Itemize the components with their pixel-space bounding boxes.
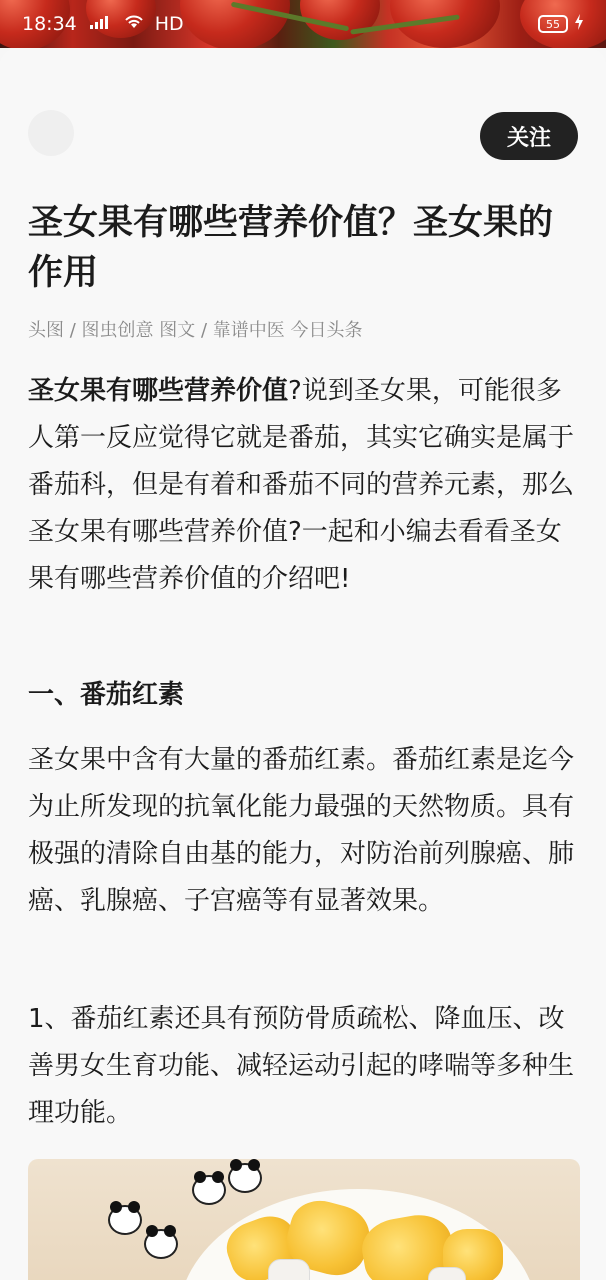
article-source: 头图 / 图虫创意 图文 / 靠谱中医 今日头条	[28, 320, 363, 341]
network-label: HD	[154, 13, 184, 35]
charging-icon	[574, 13, 584, 35]
status-right	[538, 13, 584, 35]
battery-icon	[538, 15, 568, 33]
status-bar	[0, 0, 606, 48]
section-heading: 一、番茄红素	[28, 680, 185, 710]
article-title: 圣女果有哪些营养价值？圣女果的作用	[28, 203, 554, 293]
signal-icon	[89, 13, 113, 35]
dragonfruit-slice	[428, 1267, 466, 1280]
avatar[interactable]	[28, 110, 74, 156]
intro-rest-text: ?说到圣女果，可能很多人第一反应觉得它就是番茄，其实它确实是属于番茄科，但是有着和番茄不同的营养元素，那么圣女果有哪些营养价值?一起和小编去看看圣女果有哪些营养价值的介绍吧!	[28, 376, 575, 594]
intro-paragraph	[28, 368, 580, 603]
intro-bold-text: 圣女果有哪些营养价值	[28, 376, 289, 406]
follow-button[interactable]: 关注	[480, 112, 578, 160]
article-photo[interactable]	[28, 1159, 580, 1280]
panda-chopstick-rest	[108, 1205, 142, 1235]
paragraph-benefits: 1、番茄红素还具有预防骨质疏松、降血压、改善男女生育功能、减轻运动引起的哮喘等多种生理功能。	[28, 1004, 575, 1128]
status-time: 18:34	[22, 13, 77, 35]
paragraph-lycopene: 圣女果中含有大量的番茄红素。番茄红素是迄今为止所发现的抗氧化能力最强的天然物质。具有极强的清除自由基的能力，对防治前列腺癌、肺癌、乳腺癌、子宫癌等有显著效果。	[28, 745, 575, 916]
panda-chopstick-rest	[228, 1163, 262, 1193]
panda-chopstick-rest	[144, 1229, 178, 1259]
panda-chopstick-rest	[192, 1175, 226, 1205]
dragonfruit-slice	[268, 1259, 310, 1280]
header-cover-image	[0, 0, 606, 48]
battery-level: 55	[546, 17, 560, 31]
status-icons	[89, 13, 184, 35]
wifi-icon	[123, 13, 145, 35]
